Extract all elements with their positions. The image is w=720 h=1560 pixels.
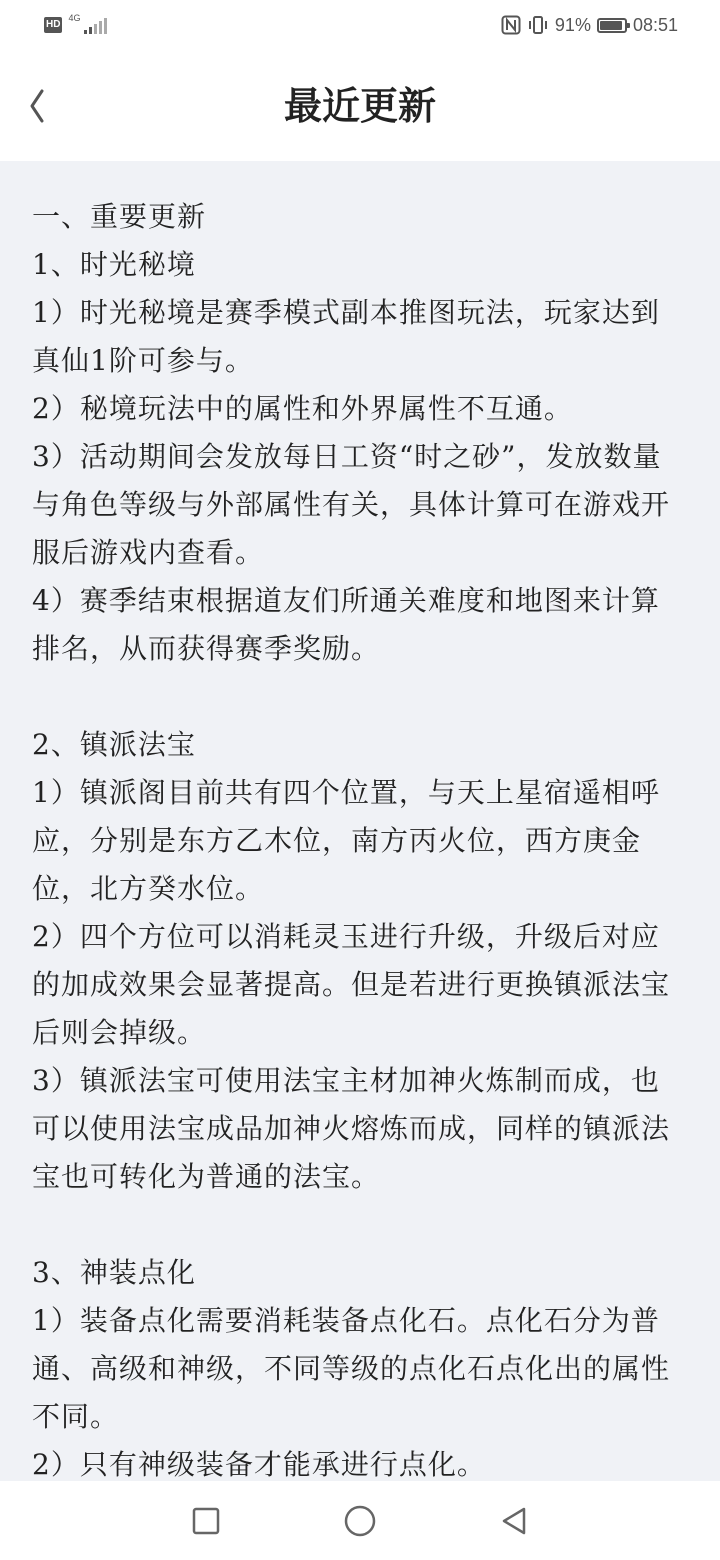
home-button[interactable] xyxy=(340,1501,380,1541)
status-left xyxy=(44,14,112,36)
section-spacer xyxy=(32,1201,688,1249)
vibrate-icon xyxy=(527,15,549,35)
section-item: 4）赛季结束根据道友们所通关难度和地图来计算排名，从而获得赛季奖励。 xyxy=(32,584,660,665)
network-indicator xyxy=(68,14,112,36)
section-title: 3、神装点化 xyxy=(32,1256,196,1289)
battery-icon xyxy=(597,18,627,33)
page-title: 最近更新 xyxy=(283,83,436,128)
circle-icon xyxy=(343,1504,377,1538)
triangle-back-icon xyxy=(498,1505,530,1537)
section-item: 2）秘境玩法中的属性和外界属性不互通。 xyxy=(32,392,573,425)
square-icon xyxy=(190,1505,222,1537)
status-bar xyxy=(0,0,720,50)
section-title: 2、镇派法宝 xyxy=(32,728,196,761)
network-type: 4G xyxy=(68,13,81,23)
battery-percent: 91% xyxy=(554,14,591,35)
battery-tip xyxy=(627,23,630,28)
back-nav-button[interactable] xyxy=(494,1501,534,1541)
system-nav-bar xyxy=(0,1481,720,1560)
nfc-icon xyxy=(501,15,521,35)
article-heading: 一、重要更新 xyxy=(32,200,207,233)
section-item: 1）时光秘境是赛季模式副本推图玩法，玩家达到真仙1阶可参与。 xyxy=(32,296,660,377)
section-item: 3）活动期间会发放每日工资“时之砂”，发放数量与角色等级与外部属性有关，具体计算可在游戏开服后游戏内查看。 xyxy=(32,440,671,569)
section-spacer xyxy=(32,673,688,721)
section-item: 2）四个方位可以消耗灵玉进行升级，升级后对应的加成效果会显著提高。但是若进行更换镇派法宝后则会掉级。 xyxy=(32,920,671,1049)
hd-badge: HD xyxy=(44,17,62,33)
recents-button[interactable] xyxy=(186,1501,226,1541)
section-item: 3）镇派法宝可使用法宝主材加神火炼制而成，也可以使用法宝成品加神火熔炼而成，同样的镇派法宝也可转化为普通的法宝。 xyxy=(32,1064,671,1193)
section-title: 1、时光秘境 xyxy=(32,248,196,281)
signal-icon xyxy=(84,17,110,34)
status-right xyxy=(495,13,678,37)
section-item: 1）装备点化需要消耗装备点化石。点化石分为普通、高级和神级，不同等级的点化石点化出的属性不同。 xyxy=(32,1304,671,1433)
app-header xyxy=(0,50,720,161)
section-item: 2）只有神级装备才能承进行点化。 xyxy=(32,1448,486,1481)
article-content[interactable] xyxy=(0,161,720,1481)
battery-fill xyxy=(600,21,622,30)
section-item: 1）镇派阁目前共有四个位置，与天上星宿遥相呼应，分别是东方乙木位，南方丙火位，西方庚金位，北方癸水位。 xyxy=(32,776,660,905)
clock: 08:51 xyxy=(632,14,678,35)
